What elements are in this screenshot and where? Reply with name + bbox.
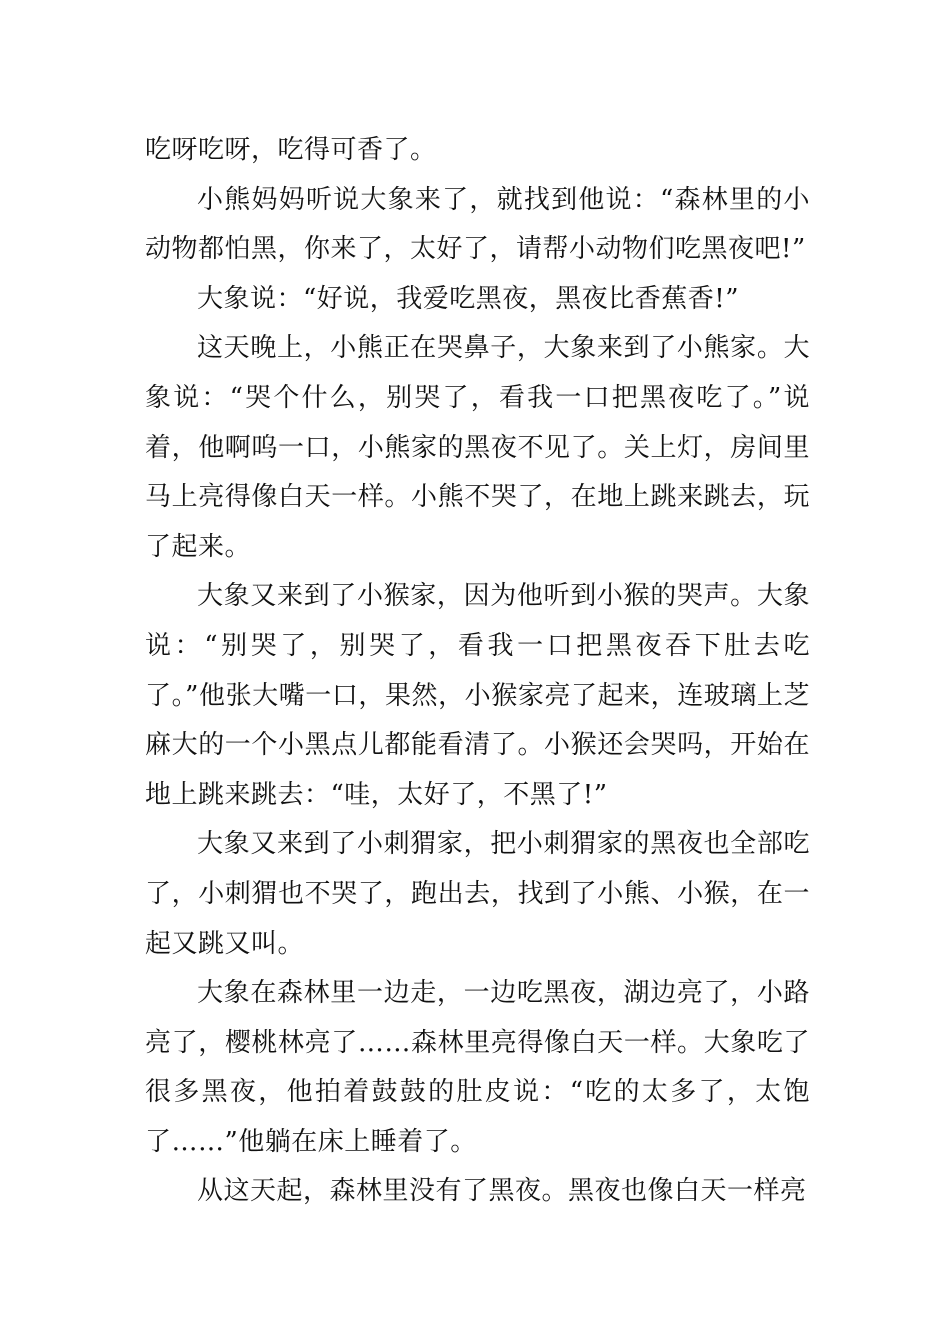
story-text xyxy=(145,126,810,1217)
paragraph: 大象又来到了小刺猬家，把小刺猬家的黑夜也全部吃了，小刺猬也不哭了，跑出去，找到了小熊、小猴，在一起又跳又叫。 xyxy=(145,829,810,959)
paragraph: 大象说：“好说，我爱吃黑夜，黑夜比香蕉香!” xyxy=(197,283,740,314)
paragraph: 这天晚上，小熊正在哭鼻子，大象来到了小熊家。大象说：“哭个什么，别哭了，看我一口把黑夜吃了。”说着，他啊呜一口，小熊家的黑夜不见了。关上灯，房间里马上亮得像白天一样。小熊不哭了，在地上跳来跳去，玩了起来。 xyxy=(145,333,810,562)
paragraph: 大象在森林里一边走，一边吃黑夜，湖边亮了，小路亮了，樱桃林亮了……森林里亮得像白天一样。大象吃了很多黑夜，他拍着鼓鼓的肚皮说：“吃的太多了，太饱了……”他躺在床上睡着了。 xyxy=(145,978,810,1157)
paragraph: 大象又来到了小猴家，因为他听到小猴的哭声。大象说：“别哭了，别哭了，看我一口把黑夜吞下肚去吃了。”他张大嘴一口，果然，小猴家亮了起来，连玻璃上芝麻大的一个小黑点儿都能看清了。小猴还会哭吗，开始在地上跳来跳去：“哇，太好了，不黑了!” xyxy=(145,581,810,810)
paragraph-continuation: 吃呀吃呀，吃得可香了。 xyxy=(145,135,437,165)
paragraph: 小熊妈妈听说大象来了，就找到他说：“森林里的小动物都怕黑，你来了，太好了，请帮小动物们吃黑夜吧!” xyxy=(145,184,810,265)
paragraph: 从这天起，森林里没有了黑夜。黑夜也像白天一样亮 xyxy=(197,1176,807,1207)
